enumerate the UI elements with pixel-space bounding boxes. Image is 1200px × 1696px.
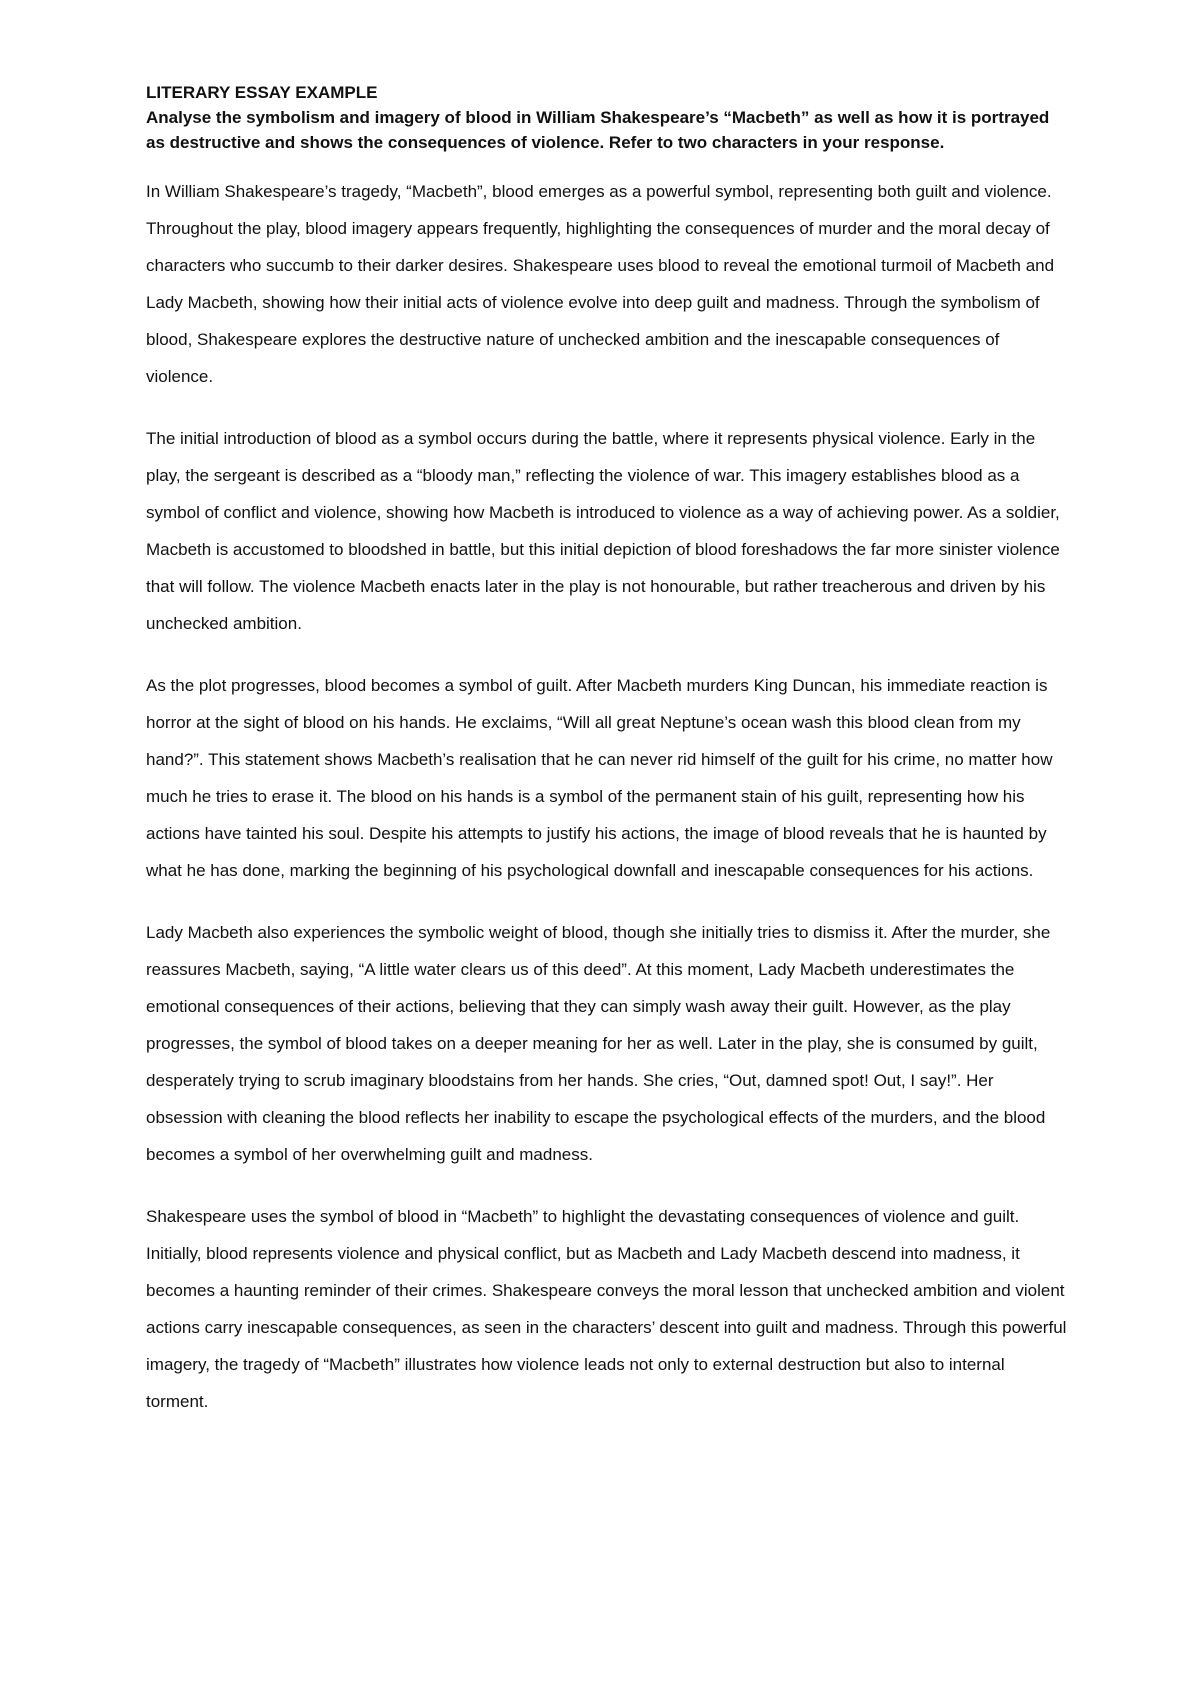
paragraph-violence: The initial introduction of blood as a symbol occurs during the battle, where it represents physical violence. Early in the play, the sergeant is described as a “bloody man,” reflecting the violence of war. This imagery establishes blood as a symbol of conflict and violence, showing how Macbeth is introduced to violence as a way of achieving power. As a soldier, Macbeth is accustomed to bloodshed in battle, but this initial depiction of blood foreshadows the far more sinister violence that will follow. The violence Macbeth enacts later in the play is not honourable, but rather treacherous and driven by his unchecked ambition. bbox=[146, 429, 1060, 633]
paragraph-introduction: In William Shakespeare’s tragedy, “Macbeth”, blood emerges as a powerful symbol, representing both guilt and violence. Throughout the play, blood imagery appears frequently, highlighting the consequences of murder and the moral decay of characters who succumb to their darker desires. Shakespeare uses blood to reveal the emotional turmoil of Macbeth and Lady Macbeth, showing how their initial acts of violence evolve into deep guilt and madness. Through the symbolism of blood, Shakespeare explores the destructive nature of unchecked ambition and the inescapable consequences of violence. bbox=[146, 182, 1055, 386]
paragraph-conclusion: Shakespeare uses the symbol of blood in “Macbeth” to highlight the devastating consequences of violence and guilt. Initially, blood represents violence and physical conflict, but as Macbeth and Lady Macbeth descend into madness, it becomes a haunting reminder of their crimes. Shakespeare conveys the moral lesson that unchecked ambition and violent actions carry inescapable consequences, as seen in the characters’ descent into guilt and madness. Through this powerful imagery, the tragedy of “Macbeth” illustrates how violence leads not only to external destruction but also to internal torment. bbox=[146, 1207, 1067, 1411]
essay-question: Analyse the symbolism and imagery of blood in William Shakespeare’s “Macbeth” as well as how it is portrayed as destructive and shows the consequences of violence. Refer to two characters in your response. bbox=[146, 108, 1050, 152]
essay-heading: LITERARY ESSAY EXAMPLE bbox=[146, 83, 378, 102]
paragraph-lady-macbeth: Lady Macbeth also experiences the symbolic weight of blood, though she initially tries to dismiss it. After the murder, she reassures Macbeth, saying, “A little water clears us of this deed”. At this moment, Lady Macbeth underestimates the emotional consequences of their actions, believing that they can simply wash away their guilt. However, as the play progresses, the symbol of blood takes on a deeper meaning for her as well. Later in the play, she is consumed by guilt, desperately trying to scrub imaginary bloodstains from her hands. She cries, “Out, damned spot! Out, I say!”. Her obsession with cleaning the blood reflects her inability to escape the psychological effects of the murders, and the blood becomes a symbol of her overwhelming guilt and madness. bbox=[146, 923, 1051, 1164]
paragraph-macbeth-guilt: As the plot progresses, blood becomes a symbol of guilt. After Macbeth murders King Duncan, his immediate reaction is horror at the sight of blood on his hands. He exclaims, “Will all great Neptune’s ocean wash this blood clean from my hand?”. This statement shows Macbeth’s realisation that he can never rid himself of the guilt for his crime, no matter how much he tries to erase it. The blood on his hands is a symbol of the permanent stain of his guilt, representing how his actions have tainted his soul. Despite his attempts to justify his actions, the image of blood reveals that he is haunted by what he has done, marking the beginning of his psychological downfall and inescapable consequences for his actions. bbox=[146, 676, 1053, 880]
